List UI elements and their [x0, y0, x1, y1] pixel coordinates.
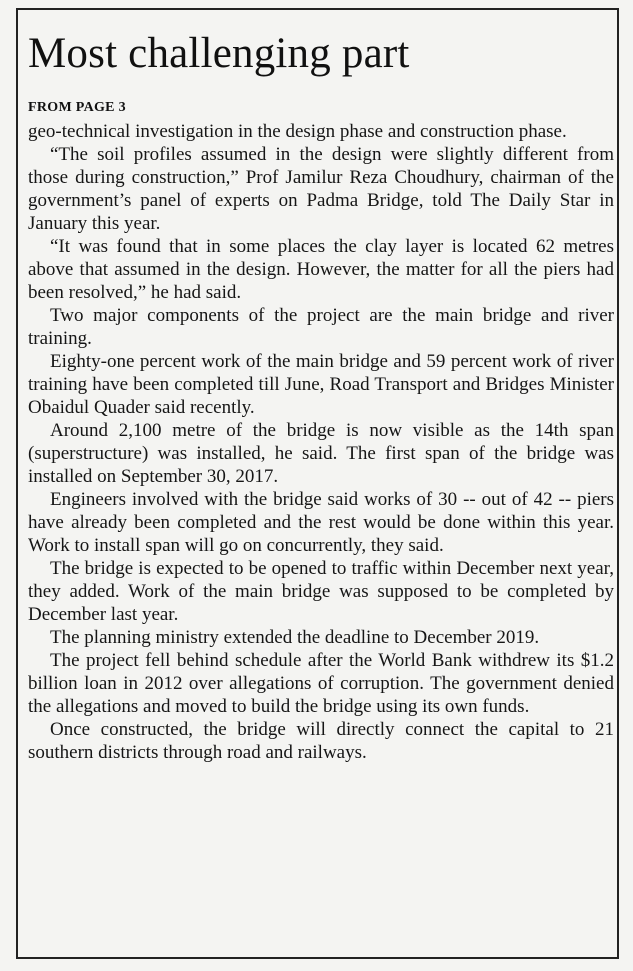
article-paragraph: “It was found that in some places the clay layer is located 62 metres above that assumed in the design. However, the matter for all the piers had been resolved,” he had said. — [28, 236, 614, 303]
article-body — [28, 120, 614, 764]
bottom-rule — [16, 957, 619, 959]
article-paragraph: “The soil profiles assumed in the design were slightly different from those during construction,” Prof Jamilur Reza Choudhury, chairman of the government’s panel of experts on Padma Bridge, told The Daily Star in January this year. — [28, 144, 614, 234]
left-rule — [16, 8, 18, 959]
news-clipping — [16, 0, 619, 971]
article-paragraph: The planning ministry extended the deadline to December 2019. — [50, 627, 540, 648]
article-paragraph: Eighty-one percent work of the main bridge and 59 percent work of river training have been completed till June, Road Transport and Bridges Minister Obaidul Quader said recently. — [28, 351, 614, 418]
headline: Most challenging part — [28, 30, 410, 77]
article-paragraph: The project fell behind schedule after the World Bank withdrew its $1.2 billion loan in 2012 over allegations of corruption. The government denied the allegations and moved to build the bridge using its own funds. — [28, 650, 614, 717]
article-paragraph: Once constructed, the bridge will directly connect the capital to 21 southern districts through road and railways. — [28, 719, 614, 763]
continued-from-label: FROM PAGE 3 — [28, 100, 126, 115]
article-paragraph: Engineers involved with the bridge said works of 30 -- out of 42 -- piers have already been completed and the rest would be done within this year. Work to install span will go on concurrently, they said. — [28, 489, 614, 556]
right-rule — [617, 8, 619, 959]
article-paragraph: The bridge is expected to be opened to traffic within December next year, they added. Work of the main bridge was supposed to be completed by December last year. — [28, 558, 614, 625]
article-paragraph: geo-technical investigation in the design phase and construction phase. — [28, 121, 567, 142]
article-paragraph: Around 2,100 metre of the bridge is now visible as the 14th span (superstructure) was installed, he said. The first span of the bridge was installed on September 30, 2017. — [28, 420, 614, 487]
article-paragraph: Two major components of the project are the main bridge and river training. — [28, 305, 614, 349]
top-rule — [16, 8, 619, 10]
